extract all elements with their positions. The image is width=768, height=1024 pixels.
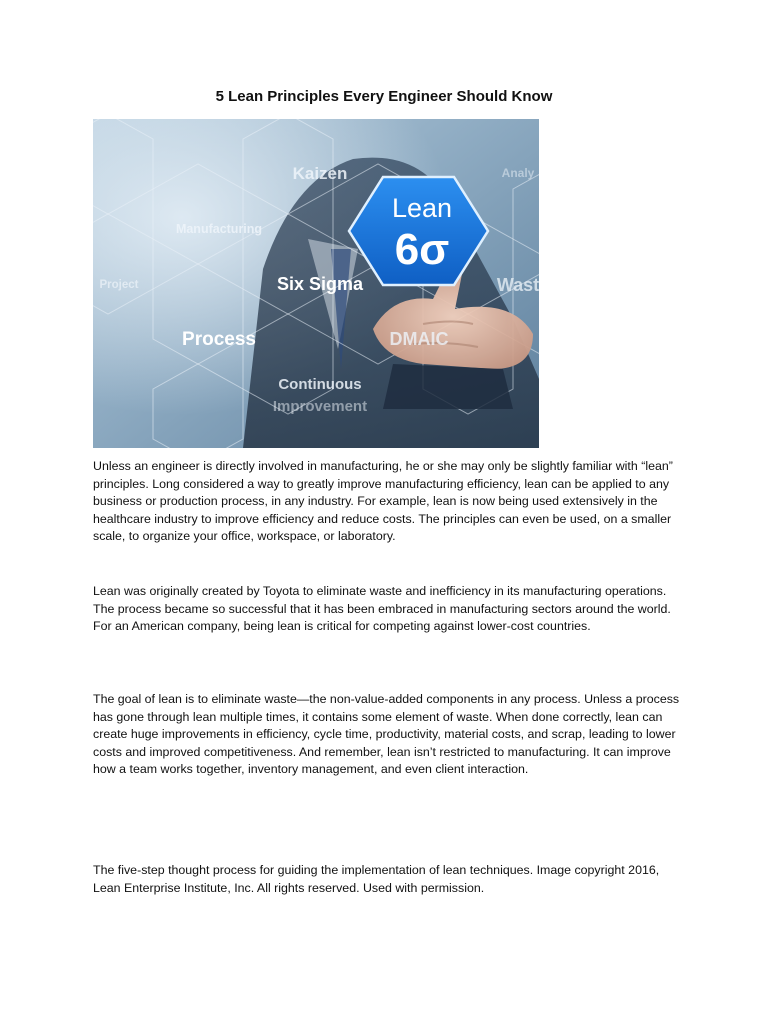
paragraph-toyota: Lean was originally created by Toyota to eliminate waste and inefficiency in its manufacturing operations. The process became so successful that it has been embraced in manufacturing sectors around the world. For an American company, being lean is critical for competing against lower-cost countries. <box>93 584 671 634</box>
label-six-sigma: Six Sigma <box>276 274 364 294</box>
paragraph-intro: Unless an engineer is directly involved in manufacturing, he or she may only be slightly familiar with “lean” principles. Long considered a way to greatly improve manufacturing efficiency, lean can be applied to any business or production process, in any industry. For example, lean is now being used extensively in the healthcare industry to improve efficiency and reduce costs. The principles can even be used, on a smaller scale, to organize your office, workspace, or laboratory. <box>93 459 673 544</box>
label-manufacturing: Manufacturing <box>175 222 263 236</box>
label-project: Project <box>99 279 139 291</box>
label-process: Process <box>182 329 256 350</box>
label-analysis: Analy <box>501 166 535 180</box>
label-dmaic: DMAIC <box>389 329 449 349</box>
label-kaizen: Kaizen <box>292 164 348 183</box>
label-six-sigma-symbol: 6σ <box>394 225 450 274</box>
label-continuous: Continuous <box>278 376 362 393</box>
paragraph-goal: The goal of lean is to eliminate waste—the non-value-added components in any process. Unless a process has gone through lean multiple times, it contains some element of waste. When done correctly, lean can create huge improvements in efficiency, cycle time, productivity, material costs, and scrap, leading to lower costs and improved competitiveness. And remember, lean isn’t restricted to manufacturing. It can improve how a team works together, inventory management, and even client interaction. <box>93 692 680 777</box>
image-caption: The five-step thought process for guiding the implementation of lean techniques. Image copyright 2016, Lean Enterprise Institute, Inc. All rights reserved. Used with permission. <box>93 863 660 895</box>
label-improvement: Improvement <box>272 398 368 415</box>
label-lean: Lean <box>391 193 453 223</box>
label-waste: Wast <box>496 275 539 295</box>
hero-image <box>93 119 539 448</box>
page-title: 5 Lean Principles Every Engineer Should Know <box>215 88 553 105</box>
